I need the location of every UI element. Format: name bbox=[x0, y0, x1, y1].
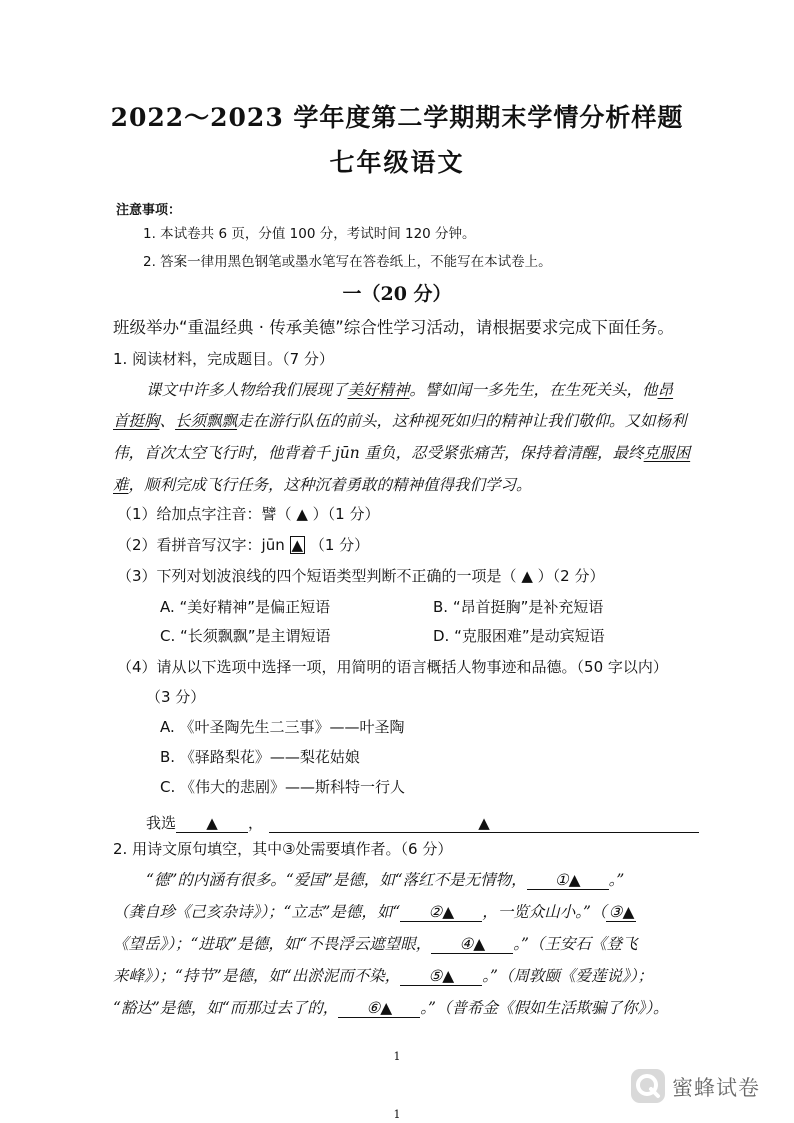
q1-option-a: A. “美好精神”是偏正短语 bbox=[160, 598, 331, 616]
q2-text: “德”的内涵有很多。“爱国”是德，如“落红不是无情物， bbox=[146, 871, 527, 889]
q2-text: 来峰》）；“持节”是德，如“出淤泥而不染， bbox=[113, 967, 401, 985]
q2-text: “豁达”是德，如“而那过去了的， bbox=[113, 999, 339, 1017]
q1-option-d: D. “克服困难”是动宾短语 bbox=[433, 627, 605, 645]
choice-comma: ， bbox=[248, 814, 264, 832]
q1-option-b: B. “昂首挺胸”是补充短语 bbox=[433, 598, 604, 616]
exam-subtitle: 七年级语文 bbox=[329, 148, 465, 177]
q1-sub1 bbox=[117, 503, 379, 524]
choice-label: 我选 bbox=[146, 814, 177, 832]
answer-triangle-icon: ▲ bbox=[521, 567, 533, 585]
brand-name: 蜜蜂试卷 bbox=[672, 1076, 760, 1100]
wavy-phrase-meihao: 美好精神 bbox=[347, 381, 410, 399]
wavy-phrase-kefu-start: 克服困 bbox=[643, 444, 691, 462]
q1-title: 1. 阅读材料，完成题目。（7 分） bbox=[113, 350, 334, 368]
passage-text: 走在游行队伍的前头，这种视死如归的精神让我们敬仰。又如杨利 bbox=[237, 412, 687, 430]
notice-item-2: 2. 答案一律用黑色钢笔或墨水笔写在答卷纸上，不能写在本试卷上。 bbox=[143, 254, 552, 270]
sub3-score: ）（2 分） bbox=[537, 567, 605, 585]
passage-text: 伟，首次太空飞行时，他背着千 jūn 重负，忍受紧张痛苦，保持着清醒，最终 bbox=[113, 444, 644, 462]
q2-title: 2. 用诗文原句填空，其中③处需要填作者。（6 分） bbox=[113, 840, 453, 858]
q2-text: （龚自珍《己亥杂诗》）；“立志”是德，如“ bbox=[113, 903, 401, 921]
page-number-bottom: 1 bbox=[393, 1108, 401, 1121]
wavy-phrase-changxu: 长须飘飘 bbox=[175, 412, 238, 430]
wavy-phrase-angshou-start: 昂 bbox=[657, 381, 674, 399]
wavy-phrase-kefu-end: 难 bbox=[113, 476, 129, 494]
q2-text: ，一览众山小。”（ bbox=[482, 903, 607, 921]
q2-text: 。” bbox=[608, 871, 625, 889]
answer-triangle-icon: ▲ bbox=[296, 505, 308, 523]
notice-item-1: 1. 本试卷共 6 页，分值 100 分，考试时间 120 分钟。 bbox=[143, 226, 476, 242]
q2-line-4 bbox=[113, 964, 653, 986]
choice-blank[interactable]: ▲ bbox=[176, 814, 248, 833]
fill-blank-1[interactable]: ①▲ bbox=[527, 871, 609, 890]
q2-line-5 bbox=[113, 996, 668, 1018]
passage-line-3 bbox=[113, 441, 690, 463]
sub3-text: （3）下列对划波浪线的四个短语类型判断不正确的一项是（ bbox=[117, 567, 517, 585]
fill-blank-4[interactable]: ④▲ bbox=[431, 935, 513, 954]
q2-text: 。”（周敦颐《爱莲说》）； bbox=[482, 967, 653, 985]
fill-blank-5[interactable]: ⑤▲ bbox=[400, 967, 482, 986]
q1-sub4-option-b: B. 《驿路梨花》——梨花姑娘 bbox=[160, 748, 360, 766]
sub1-score: ）（1 分） bbox=[312, 505, 380, 523]
passage-line-2 bbox=[113, 409, 687, 431]
answer-box-triangle-icon: ▲ bbox=[291, 536, 304, 554]
fill-blank-3[interactable]: ③▲ bbox=[606, 903, 636, 922]
passage-line-1 bbox=[146, 378, 673, 400]
section-title: 一（20 分） bbox=[342, 283, 452, 305]
passage-text: 。譬如闻一多先生，在生死关头，他 bbox=[409, 381, 658, 399]
q1-sub4-score: （3 分） bbox=[146, 688, 206, 706]
answer-blank[interactable]: ▲ bbox=[269, 814, 699, 833]
wavy-phrase-angshou-end: 首挺胸 bbox=[113, 412, 160, 430]
q1-sub3 bbox=[117, 565, 604, 586]
bee-q-logo-icon bbox=[630, 1068, 666, 1104]
q2-line-3 bbox=[113, 932, 637, 954]
fill-blank-6[interactable]: ⑥▲ bbox=[338, 999, 420, 1018]
q2-text: 。”（王安石《登飞 bbox=[513, 935, 638, 953]
q1-sub2 bbox=[117, 534, 369, 555]
sub1-text: （1）给加点字注音：譬（ bbox=[117, 505, 292, 523]
fill-blank-2[interactable]: ②▲ bbox=[400, 903, 482, 922]
q2-line-1 bbox=[146, 868, 624, 890]
q1-sub4-option-a: A. 《叶圣陶先生二三事》——叶圣陶 bbox=[160, 718, 405, 736]
q1-choice-line bbox=[146, 812, 699, 833]
q2-text: 。”（普希金《假如生活欺骗了你》）。 bbox=[420, 999, 669, 1017]
passage-text: 课文中许多人物给我们展现了 bbox=[146, 381, 348, 399]
sub2-text: （2）看拼音写汉字：jūn bbox=[117, 536, 285, 554]
brand-logo bbox=[630, 1064, 770, 1108]
passage-text: 、 bbox=[159, 412, 176, 430]
q1-option-c: C. “长须飘飘”是主谓短语 bbox=[160, 627, 331, 645]
section-intro: 班级举办“重温经典 · 传承美德”综合性学习活动，请根据要求完成下面任务。 bbox=[113, 318, 674, 337]
q2-line-2 bbox=[113, 900, 636, 922]
notice-heading: 注意事项： bbox=[116, 203, 182, 218]
q1-sub4-option-c: C. 《伟大的悲剧》——斯科特一行人 bbox=[160, 778, 406, 796]
sub2-score: （1 分） bbox=[309, 536, 370, 554]
q2-text: 《望岳》）；“进取”是德，如“不畏浮云遮望眼， bbox=[113, 935, 432, 953]
page-number: 1 bbox=[393, 1050, 401, 1063]
passage-text: ，顺利完成飞行任务，这种沉着勇敢的精神值得我们学习。 bbox=[128, 476, 532, 494]
exam-title: 2022～2023 学年度第二学期期末学情分析样题 bbox=[110, 103, 684, 132]
q1-sub4: （4）请从以下选项中选择一项，用简明的语言概括人物事迹和品德。（50 字以内） bbox=[117, 658, 668, 676]
passage-line-4 bbox=[113, 473, 532, 495]
